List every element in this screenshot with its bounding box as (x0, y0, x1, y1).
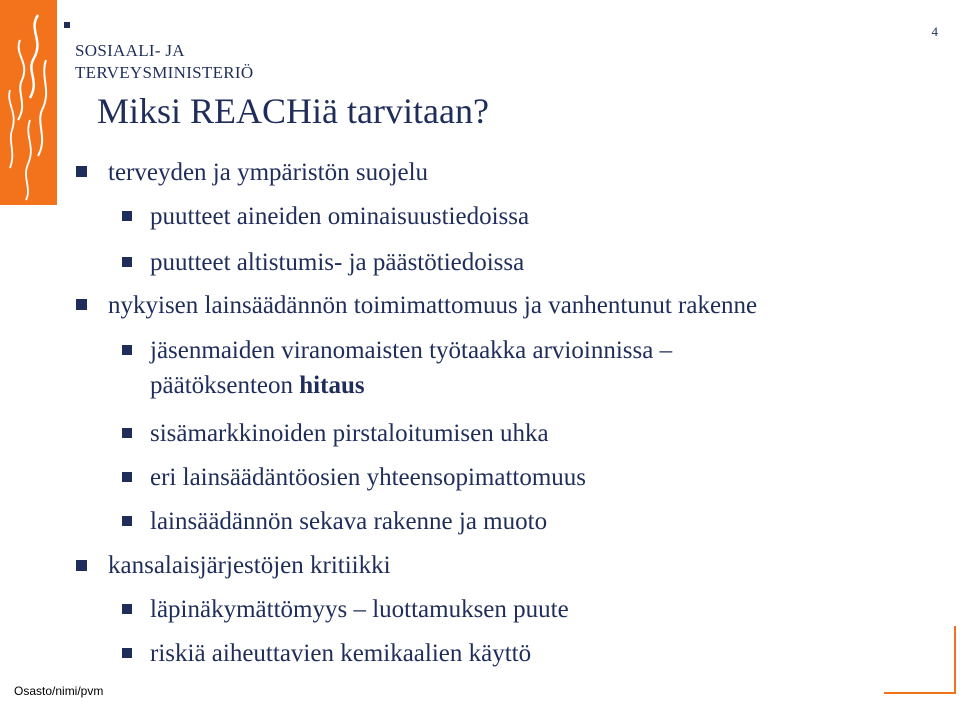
list-item: nykyisen lainsäädännön toimimattomuus ja vanhentunut rakenne (108, 292, 758, 319)
sub-bullet-icon (122, 516, 132, 526)
header-bullet-icon (64, 22, 70, 28)
sub-bullet-icon (122, 428, 132, 438)
corner-decoration-horizontal (884, 692, 956, 694)
page-number: 4 (931, 24, 938, 39)
continuation-text: päätöksenteon (150, 372, 300, 399)
ministry-line-1: SOSIAALI- JA (75, 41, 185, 60)
list-item: puutteet altistumis- ja päästötiedoissa (150, 249, 525, 276)
logo-figure-icon (0, 0, 57, 205)
footer-text: Osasto/nimi/pvm (14, 684, 104, 698)
emphasis-word: hitaus (299, 372, 365, 399)
list-item: sisämarkkinoiden pirstaloitumisen uhka (150, 420, 549, 447)
sub-bullet-icon (122, 648, 132, 658)
sub-bullet-icon (122, 211, 132, 221)
bullet-icon (76, 560, 87, 571)
list-item: lainsäädännön sekava rakenne ja muoto (150, 508, 548, 535)
list-item: riskiä aiheuttavien kemikaalien käyttö (150, 640, 532, 667)
ministry-logo-panel (0, 0, 57, 205)
ministry-line-2: TERVEYSMINISTERIÖ (75, 63, 254, 82)
sub-bullet-icon (122, 345, 132, 355)
list-item: jäsenmaiden viranomaisten työtaakka arvioinnissa – (150, 337, 673, 364)
sub-bullet-icon (122, 257, 132, 267)
sub-bullet-icon (122, 472, 132, 482)
list-item: terveyden ja ympäristön suojelu (108, 159, 429, 186)
list-item: puutteet aineiden ominaisuustiedoissa (150, 203, 530, 230)
list-item-continuation (150, 371, 365, 401)
list-item: läpinäkymättömyys – luottamuksen puute (150, 596, 569, 623)
sub-bullet-icon (122, 604, 132, 614)
list-item: eri lainsäädäntöosien yhteensopimattomuus (150, 464, 587, 491)
bullet-icon (76, 166, 87, 177)
corner-decoration-vertical (954, 626, 956, 694)
ministry-name (75, 40, 253, 84)
bullet-icon (76, 299, 87, 310)
list-item: kansalaisjärjestöjen kritiikki (108, 552, 391, 579)
slide-title: Miksi REACHiä tarvitaan? (97, 91, 489, 131)
